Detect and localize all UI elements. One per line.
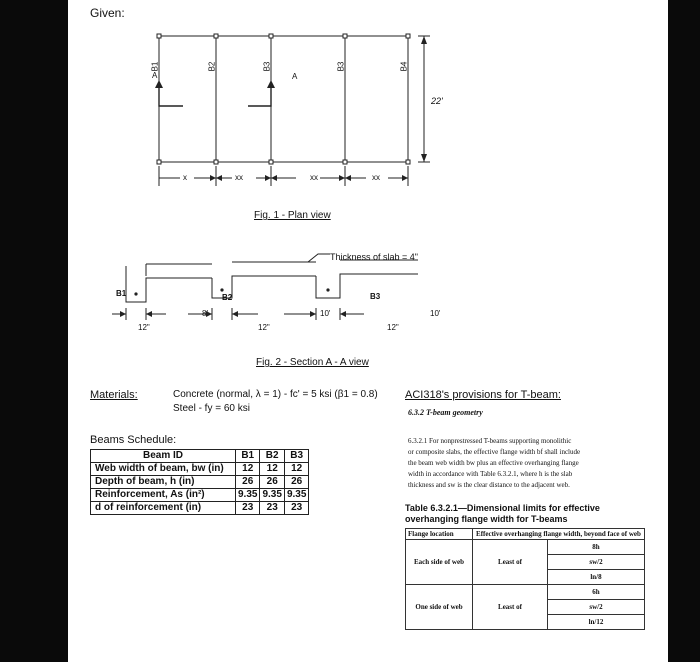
web-width-b3: 12" [387, 323, 399, 332]
section-beam-label-b3: B3 [370, 292, 381, 301]
table-row: Flange location Effective overhanging flange width, beyond face of web [406, 529, 645, 540]
table-row: Each side of web Least of 8h [406, 540, 645, 555]
worksheet-page [68, 0, 668, 662]
plan-spacing-xx-2: xx [310, 173, 318, 182]
materials-label: Materials: [90, 389, 138, 401]
steel-spec: Steel - fy = 60 ksi [173, 403, 250, 414]
plan-spacing-x: x [183, 173, 187, 182]
fig1-caption: Fig. 1 - Plan view [254, 210, 331, 221]
aci-flange-table [405, 528, 645, 630]
web-width-b1: 12" [138, 323, 150, 332]
aci-paragraph: 6.3.2.1 For nonprestressed T-beams supporting monolithic or composite slabs, the effective flange width bf shall include the beam web width bw plus an effective overhanging flange width in accordance with Table 6.3.2.1, where h is the slab thickness and sw is the clear distance to the adjacent web. [408, 437, 581, 489]
concrete-spec: Concrete (normal, λ = 1) - fc' = 5 ksi (β1 = 0.8) [173, 389, 378, 400]
table-row: ln/12 [406, 615, 645, 630]
table-row: d of reinforcement (in) 23 23 23 [91, 502, 309, 515]
fig2-caption: Fig. 2 - Section A - A view [256, 357, 369, 368]
aci-section-heading: 6.3.2 T-beam geometry [408, 408, 483, 417]
beams-schedule-table [90, 449, 309, 515]
table-row: Web width of beam, bw (in) 12 12 12 [91, 463, 309, 476]
plan-beam-label-b3-second: B3 [336, 61, 346, 72]
section-mark-a-right: A [292, 72, 298, 81]
section-beam-label-b1: B1 [116, 289, 127, 298]
table-row: Reinforcement, As (in²) 9.35 9.35 9.35 [91, 489, 309, 502]
table-row: Depth of beam, h (in) 26 26 26 [91, 476, 309, 489]
clear-span-10ft-1: 10' [320, 309, 331, 318]
plan-height-dimension: 22' [431, 96, 443, 106]
aci-table-title: Table 6.3.2.1—Dimensional limits for effective overhanging flange width for T-beams [405, 503, 600, 524]
aci-title: ACI318's provisions for T-beam: [405, 389, 561, 401]
table-row: One side of web Least of 6h [406, 585, 645, 600]
clear-span-10ft-2: 10' [430, 309, 441, 318]
plan-spacing-xx-1: xx [235, 173, 243, 182]
section-mark-a-left: A [152, 71, 158, 80]
table-row: sw/2 [406, 555, 645, 570]
plan-spacing-xx-3: xx [372, 173, 380, 182]
slab-thickness-note: Thickness of slab = 4" [330, 252, 418, 262]
plan-view-drawing [128, 18, 448, 208]
plan-beam-label-b1: B1 [150, 61, 160, 72]
section-view-drawing [108, 250, 458, 345]
given-label: Given: [90, 6, 125, 20]
section-beam-label-b2: B2 [222, 293, 233, 302]
plan-beam-label-b3: B3 [262, 61, 272, 72]
table-row: sw/2 [406, 600, 645, 615]
plan-beam-label-b2: B2 [207, 61, 217, 72]
clear-span-8ft: 8' [202, 309, 208, 318]
table-row: ln/8 [406, 570, 645, 585]
plan-beam-label-b4: B4 [399, 61, 409, 72]
schedule-title: Beams Schedule: [90, 434, 177, 446]
web-width-b2: 12" [258, 323, 270, 332]
table-row: Beam ID B1 B2 B3 [91, 450, 309, 463]
